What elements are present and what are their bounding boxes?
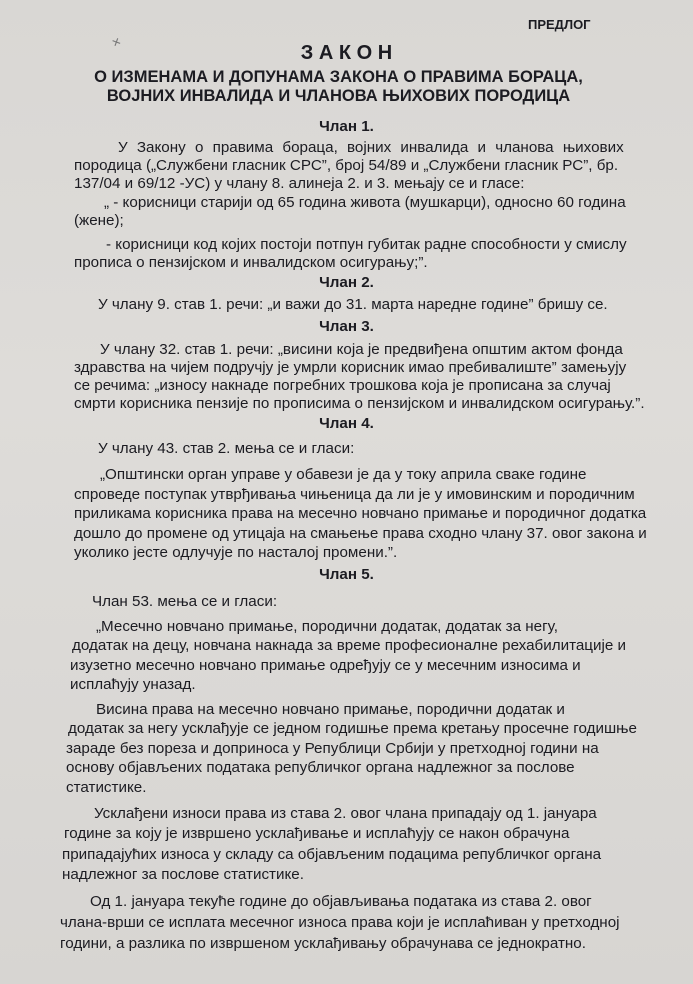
paragraph-line: надлежног за послове статистике. (62, 866, 304, 883)
paragraph-line: припадајућих износа у складу са објављеним подацима републичког органа (62, 846, 602, 863)
article-heading-1: Члан 1. (319, 118, 374, 135)
document-subtitle-1: О ИЗМЕНАМА И ДОПУНАМА ЗАКОНА О ПРАВИМА БОРАЦА, (94, 68, 583, 86)
paragraph-line: се речима: „износу накнаде погребних трошкова која је прописана за случај (74, 377, 611, 394)
paragraph-line: „Месечно новчано примање, породични додатак, додатак за негу, (96, 618, 558, 635)
paragraph-line: У члану 9. став 1. речи: „и важи до 31. марта наредне године” бришу се. (98, 296, 608, 313)
paragraph-line: породица („Службени гласник СРС”, број 54/89 и „Службени гласник РС”, бр. (74, 157, 619, 174)
paragraph-line: исплаћују уназад. (70, 676, 196, 693)
paragraph-line: Члан 53. мења се и гласи: (92, 593, 278, 610)
paragraph-line: основу објављених података републичког органа надлежног за послове (66, 759, 575, 776)
paragraph-line: здравства на чијем подручју је умрли корисник имао пребивалиште” замењују (74, 359, 627, 376)
paragraph-line: У члану 43. став 2. мења се и гласи: (98, 440, 355, 457)
paragraph-line: - корисници код којих постоји потпун губитак радне способности у смислу (106, 236, 627, 253)
paragraph-line: години, а разлика по извршеном усклађивању обрачунава се једнократно. (60, 935, 586, 952)
paragraph-line: зараде без пореза и доприноса у Републици Србији у претходној години на (66, 740, 599, 757)
paragraph-line: статистике. (66, 779, 147, 796)
paragraph-line: Усклађени износи права из става 2. овог члана припадају од 1. јануара (94, 805, 597, 822)
paragraph-line: додатак за негу усклађује се једном годишње према кретању просечне годишње (68, 720, 637, 737)
paragraph-line: У Закону о правима бораца, војних инвалида и чланова њихових (118, 139, 624, 156)
paragraph-line: уколико јесте одлучује по насталој промени.”. (74, 544, 398, 561)
proposal-label: ПРЕДЛОГ (528, 17, 591, 32)
paragraph-line: приликама корисника права на месечно новчано примање и породичног додатка (74, 505, 647, 522)
paragraph-line: члана-врши се исплата месечног износа права који је исплаћиван у претходној (60, 914, 620, 931)
document-subtitle-2: ВОЈНИХ ИНВАЛИДА И ЧЛАНОВА ЊИХОВИХ ПОРОДИЦА (106, 87, 571, 105)
paragraph-line: године за коју је извршено усклађивање и исплаћују се након обрачуна (64, 825, 570, 842)
paragraph-line: смрти корисника пензије по прописима о пензијском и инвалидском осигурању.”. (74, 395, 645, 412)
paragraph-line: 137/04 и 69/12 -УС) у члану 8. алинеја 2. и 3. мењају се и гласе: (74, 175, 525, 192)
paragraph-line: (жене); (74, 212, 124, 229)
paragraph-line: Висина права на месечно новчано примање, породични додатак и (96, 701, 565, 718)
paragraph-line: „ - корисници старији од 65 година живота (мушкарци), односно 60 година (104, 194, 626, 211)
paragraph-line: додатак на децу, новчана накнада за време професионалне рехабилитације и (72, 637, 627, 654)
paragraph-line: У члану 32. став 1. речи: „висини која је предвиђена општим актом фонда (100, 341, 623, 358)
article-heading-3: Члан 3. (319, 318, 374, 335)
article-heading-4: Члан 4. (319, 415, 374, 432)
paragraph-line: „Општински орган управе у обавези је да у току априла сваке године (100, 466, 587, 483)
paragraph-line: спроведе поступак утврђивања чињеница да ли је у имовинским и породичним (74, 486, 635, 503)
paragraph-line: прописа о пензијском и инвалидском осигурању;”. (74, 254, 428, 271)
article-heading-2: Члан 2. (319, 274, 374, 291)
paragraph-line: Од 1. јануара текуће године до објављивања података из става 2. овог (90, 893, 592, 910)
article-heading-5: Члан 5. (319, 566, 374, 583)
paragraph-line: изузетно месечно новчано примање одређују се у месечним износима и (70, 657, 581, 674)
document-title: З А К О Н (300, 42, 393, 64)
pen-mark: ✕ (110, 35, 124, 51)
paragraph-line: дошло до промене од утицаја на смањење права сходно члану 37. овог закона и (74, 525, 647, 542)
